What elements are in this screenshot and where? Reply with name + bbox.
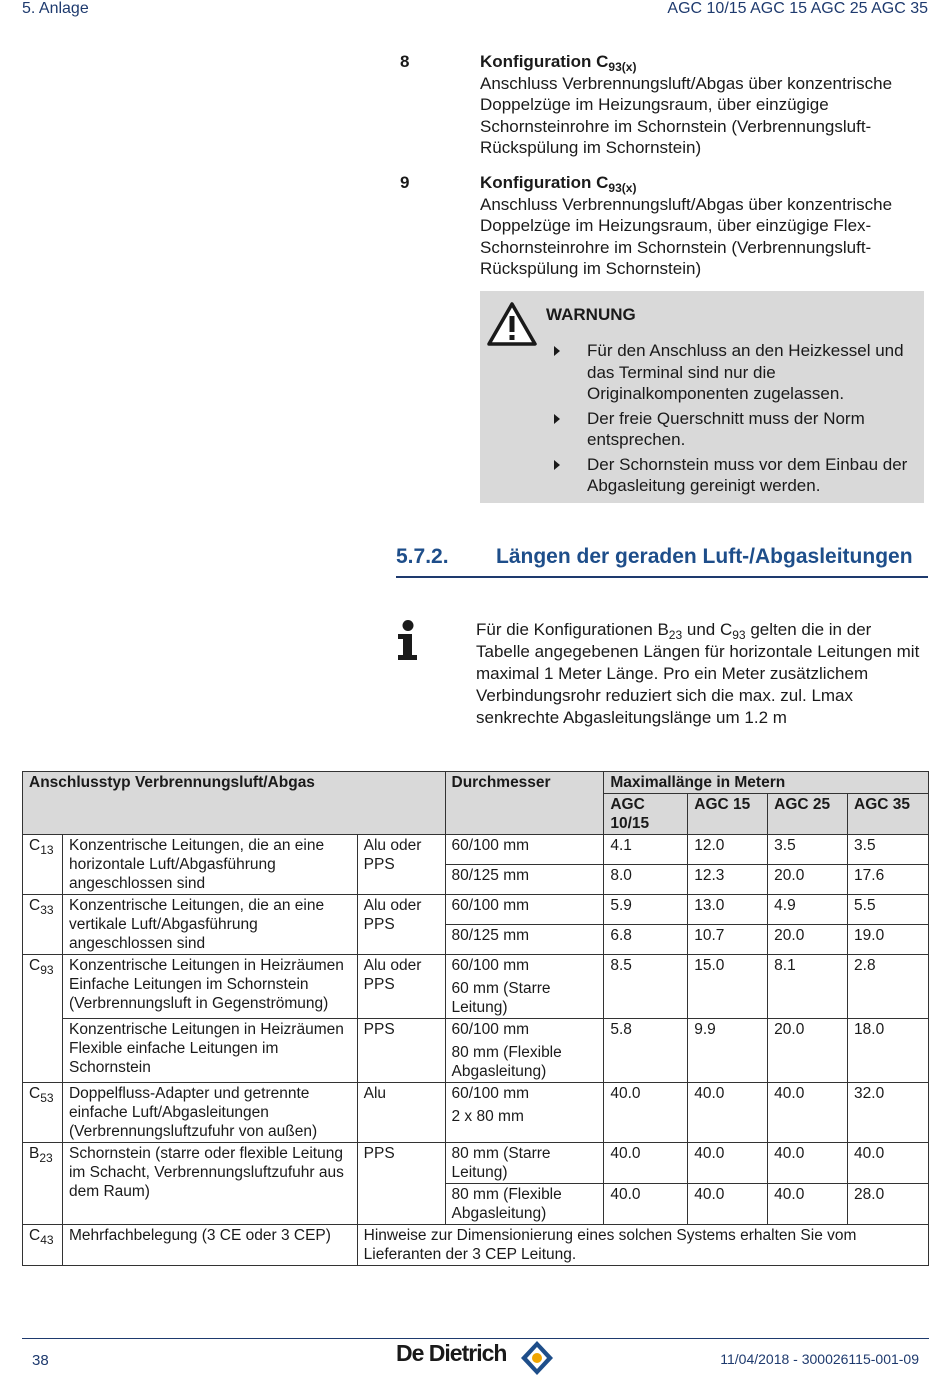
- header-connection-type: Anschlusstyp Verbrennungsluft/Abgas: [23, 772, 446, 835]
- value-agc-15: 40.0: [688, 1143, 768, 1184]
- table-row-c33: [23, 895, 929, 925]
- warning-title: WARNUNG: [546, 305, 636, 324]
- type-code: $C_{53}$: [23, 1083, 63, 1143]
- info-note: Für die Konfigurationen $B_{23}$ und $C_{93}$ gelten die in der Tabelle angegebenen Längen für horizontale Leitungen mit maximal 1 Meter Länge. Pro ein Meter zusätzlichem Verbindungsrohr reduziert sich die max. zul. Lmax senkrechte Abgasleitungslänge um 1.2 m: [476, 620, 920, 727]
- value-agc-10-15: 8.0: [604, 865, 688, 895]
- type-description: Konzentrische Leitungen, die an eine vertikale Luft/Abgasführung angeschlossen sind: [62, 895, 357, 955]
- warning-list: [546, 340, 922, 500]
- value-agc-10-15: 5.8: [604, 1019, 688, 1083]
- section-title: Längen der geraden Luft-/Abgasleitungen: [496, 545, 913, 568]
- value-agc-25: 20.0: [768, 865, 848, 895]
- value-agc-35: 28.0: [848, 1184, 929, 1225]
- header-model: AGC 10/15: [604, 794, 688, 835]
- section-heading: [396, 545, 928, 578]
- material: PPS: [357, 1143, 445, 1225]
- table-header-row: [23, 772, 929, 794]
- dimensioning-note: Hinweise zur Dimensionierung eines solchen Systems erhalten Sie vom Lieferanten der 3 CEP Leitung.: [357, 1225, 928, 1266]
- table-row-c93-b: [23, 1019, 929, 1083]
- value-agc-15: 15.0: [688, 955, 768, 1019]
- diameter: 60/100 mm: [445, 835, 604, 865]
- value-agc-25: 3.5: [768, 835, 848, 865]
- diameter: 60/100 mm 2 x 80 mm: [445, 1083, 604, 1143]
- value-agc-25: 4.9: [768, 895, 848, 925]
- warning-box: [480, 291, 924, 503]
- material: Alu oder PPS: [357, 955, 445, 1019]
- page-number: 38: [32, 1352, 49, 1369]
- bullet-arrow-icon: [554, 414, 560, 424]
- table-row-c93-a: [23, 955, 929, 1019]
- footer-divider: [22, 1338, 929, 1339]
- type-code: $C_{43}$: [23, 1225, 63, 1266]
- item-text: Anschluss Verbrennungsluft/Abgas über konzentrische Doppelzüge im Heizungsraum, über einzügige Flex-Schornsteinrohre im Schornstein (Verbrennungsluft-Rückspülung im Schornstein): [480, 194, 893, 278]
- value-agc-15: 13.0: [688, 895, 768, 925]
- value-agc-25: 40.0: [768, 1184, 848, 1225]
- value-agc-35: 5.5: [848, 895, 929, 925]
- warning-triangle-icon: [486, 301, 538, 347]
- diameter: 60/100 mm 60 mm (Starre Leitung): [445, 955, 604, 1019]
- config-item-9: [398, 172, 928, 280]
- table-row-c53: [23, 1083, 929, 1143]
- value-agc-15: 40.0: [688, 1184, 768, 1225]
- warning-item: Der Schornstein muss vor dem Einbau der Abgasleitung gereinigt werden.: [546, 454, 922, 497]
- brand-logo: De Dietrich: [396, 1340, 507, 1366]
- config-item-8: [398, 51, 928, 159]
- type-code: $C_{93}$: [23, 955, 63, 1019]
- type-code: $C_{33}$: [23, 895, 63, 955]
- value-agc-35: 18.0: [848, 1019, 929, 1083]
- item-title: Konfiguration $C_{93(x)}$: [480, 52, 637, 74]
- header-diameter: Durchmesser: [445, 772, 604, 835]
- value-agc-15: 10.7: [688, 925, 768, 955]
- diameter: 60/100 mm: [445, 895, 604, 925]
- value-agc-10-15: 40.0: [604, 1143, 688, 1184]
- header-model: AGC 35: [848, 794, 929, 835]
- value-agc-25: 40.0: [768, 1143, 848, 1184]
- brand-diamond-icon: [520, 1340, 554, 1376]
- value-agc-25: 40.0: [768, 1083, 848, 1143]
- diameter: 60/100 mm 80 mm (Flexible Abgasleitung): [445, 1019, 604, 1083]
- value-agc-15: 12.3: [688, 865, 768, 895]
- value-agc-35: 19.0: [848, 925, 929, 955]
- type-code-empty: [23, 1019, 63, 1083]
- value-agc-35: 2.8: [848, 955, 929, 1019]
- value-agc-35: 17.6: [848, 865, 929, 895]
- header-max-length: Maximallänge in Metern: [604, 772, 929, 794]
- diameter: 80/125 mm: [445, 925, 604, 955]
- value-agc-25: 8.1: [768, 955, 848, 1019]
- material: PPS: [357, 1019, 445, 1083]
- material: Alu oder PPS: [357, 835, 445, 895]
- material: Alu: [357, 1083, 445, 1143]
- header-model-label: AGC 10/15 AGC 15 AGC 25 AGC 35: [667, 0, 928, 17]
- type-description: Mehrfachbelegung (3 CE oder 3 CEP): [62, 1225, 357, 1266]
- value-agc-25: 20.0: [768, 925, 848, 955]
- value-agc-15: 9.9: [688, 1019, 768, 1083]
- item-number: 9: [400, 173, 410, 192]
- type-description: Konzentrische Leitungen, die an eine horizontale Luft/Abgasführung angeschlossen sind: [62, 835, 357, 895]
- value-agc-25: 20.0: [768, 1019, 848, 1083]
- value-agc-10-15: 5.9: [604, 895, 688, 925]
- warning-item: Der freie Querschnitt muss der Norm entsprechen.: [546, 408, 922, 451]
- diameter: 80/125 mm: [445, 865, 604, 895]
- length-table: [22, 771, 929, 1266]
- value-agc-10-15: 8.5: [604, 955, 688, 1019]
- type-code: $C_{13}$: [23, 835, 63, 895]
- type-description: Konzentrische Leitungen in Heizräumen Einfache Leitungen im Schornstein (Verbrennungsluft in Gegenströmung): [62, 955, 357, 1019]
- header-model: AGC 15: [688, 794, 768, 835]
- value-agc-10-15: 6.8: [604, 925, 688, 955]
- bullet-arrow-icon: [554, 460, 560, 470]
- table-row-b23: [23, 1143, 929, 1184]
- diameter: 80 mm (Starre Leitung): [445, 1143, 604, 1184]
- value-agc-10-15: 40.0: [604, 1184, 688, 1225]
- type-description: Schornstein (starre oder flexible Leitung im Schacht, Verbrennungsluftzufuhr aus dem Raum): [62, 1143, 357, 1225]
- bullet-arrow-icon: [554, 346, 560, 356]
- header-section-label: 5. Anlage: [22, 0, 89, 17]
- value-agc-35: 3.5: [848, 835, 929, 865]
- value-agc-10-15: 40.0: [604, 1083, 688, 1143]
- table-row-c13: [23, 835, 929, 865]
- type-description: Doppelfluss-Adapter und getrennte einfache Luft/Abgasleitungen (Verbrennungsluftzufuhr von außen): [62, 1083, 357, 1143]
- info-icon: [395, 620, 421, 662]
- document-reference: 11/04/2018 - 300026115-001-09: [720, 1351, 919, 1367]
- value-agc-15: 12.0: [688, 835, 768, 865]
- value-agc-35: 40.0: [848, 1143, 929, 1184]
- header-model: AGC 25: [768, 794, 848, 835]
- table-row-c43: [23, 1225, 929, 1266]
- value-agc-35: 32.0: [848, 1083, 929, 1143]
- value-agc-15: 40.0: [688, 1083, 768, 1143]
- type-description: Konzentrische Leitungen in Heizräumen Flexible einfache Leitungen im Schornstein: [62, 1019, 357, 1083]
- value-agc-10-15: 4.1: [604, 835, 688, 865]
- type-code: $B_{23}$: [23, 1143, 63, 1225]
- item-text: Anschluss Verbrennungsluft/Abgas über konzentrische Doppelzüge im Heizungsraum, über einzügige Schornsteinrohre im Schornstein (Verbrennungsluft-Rückspülung im Schornstein): [480, 73, 893, 157]
- item-number: 8: [400, 52, 410, 71]
- diameter: 80 mm (Flexible Abgasleitung): [445, 1184, 604, 1225]
- material: Alu oder PPS: [357, 895, 445, 955]
- warning-item: Für den Anschluss an den Heizkessel und das Terminal sind nur die Originalkomponenten zugelassen.: [546, 340, 922, 405]
- section-number: 5.7.2.: [396, 545, 449, 568]
- item-title: Konfiguration $C_{93(x)}$: [480, 173, 637, 195]
